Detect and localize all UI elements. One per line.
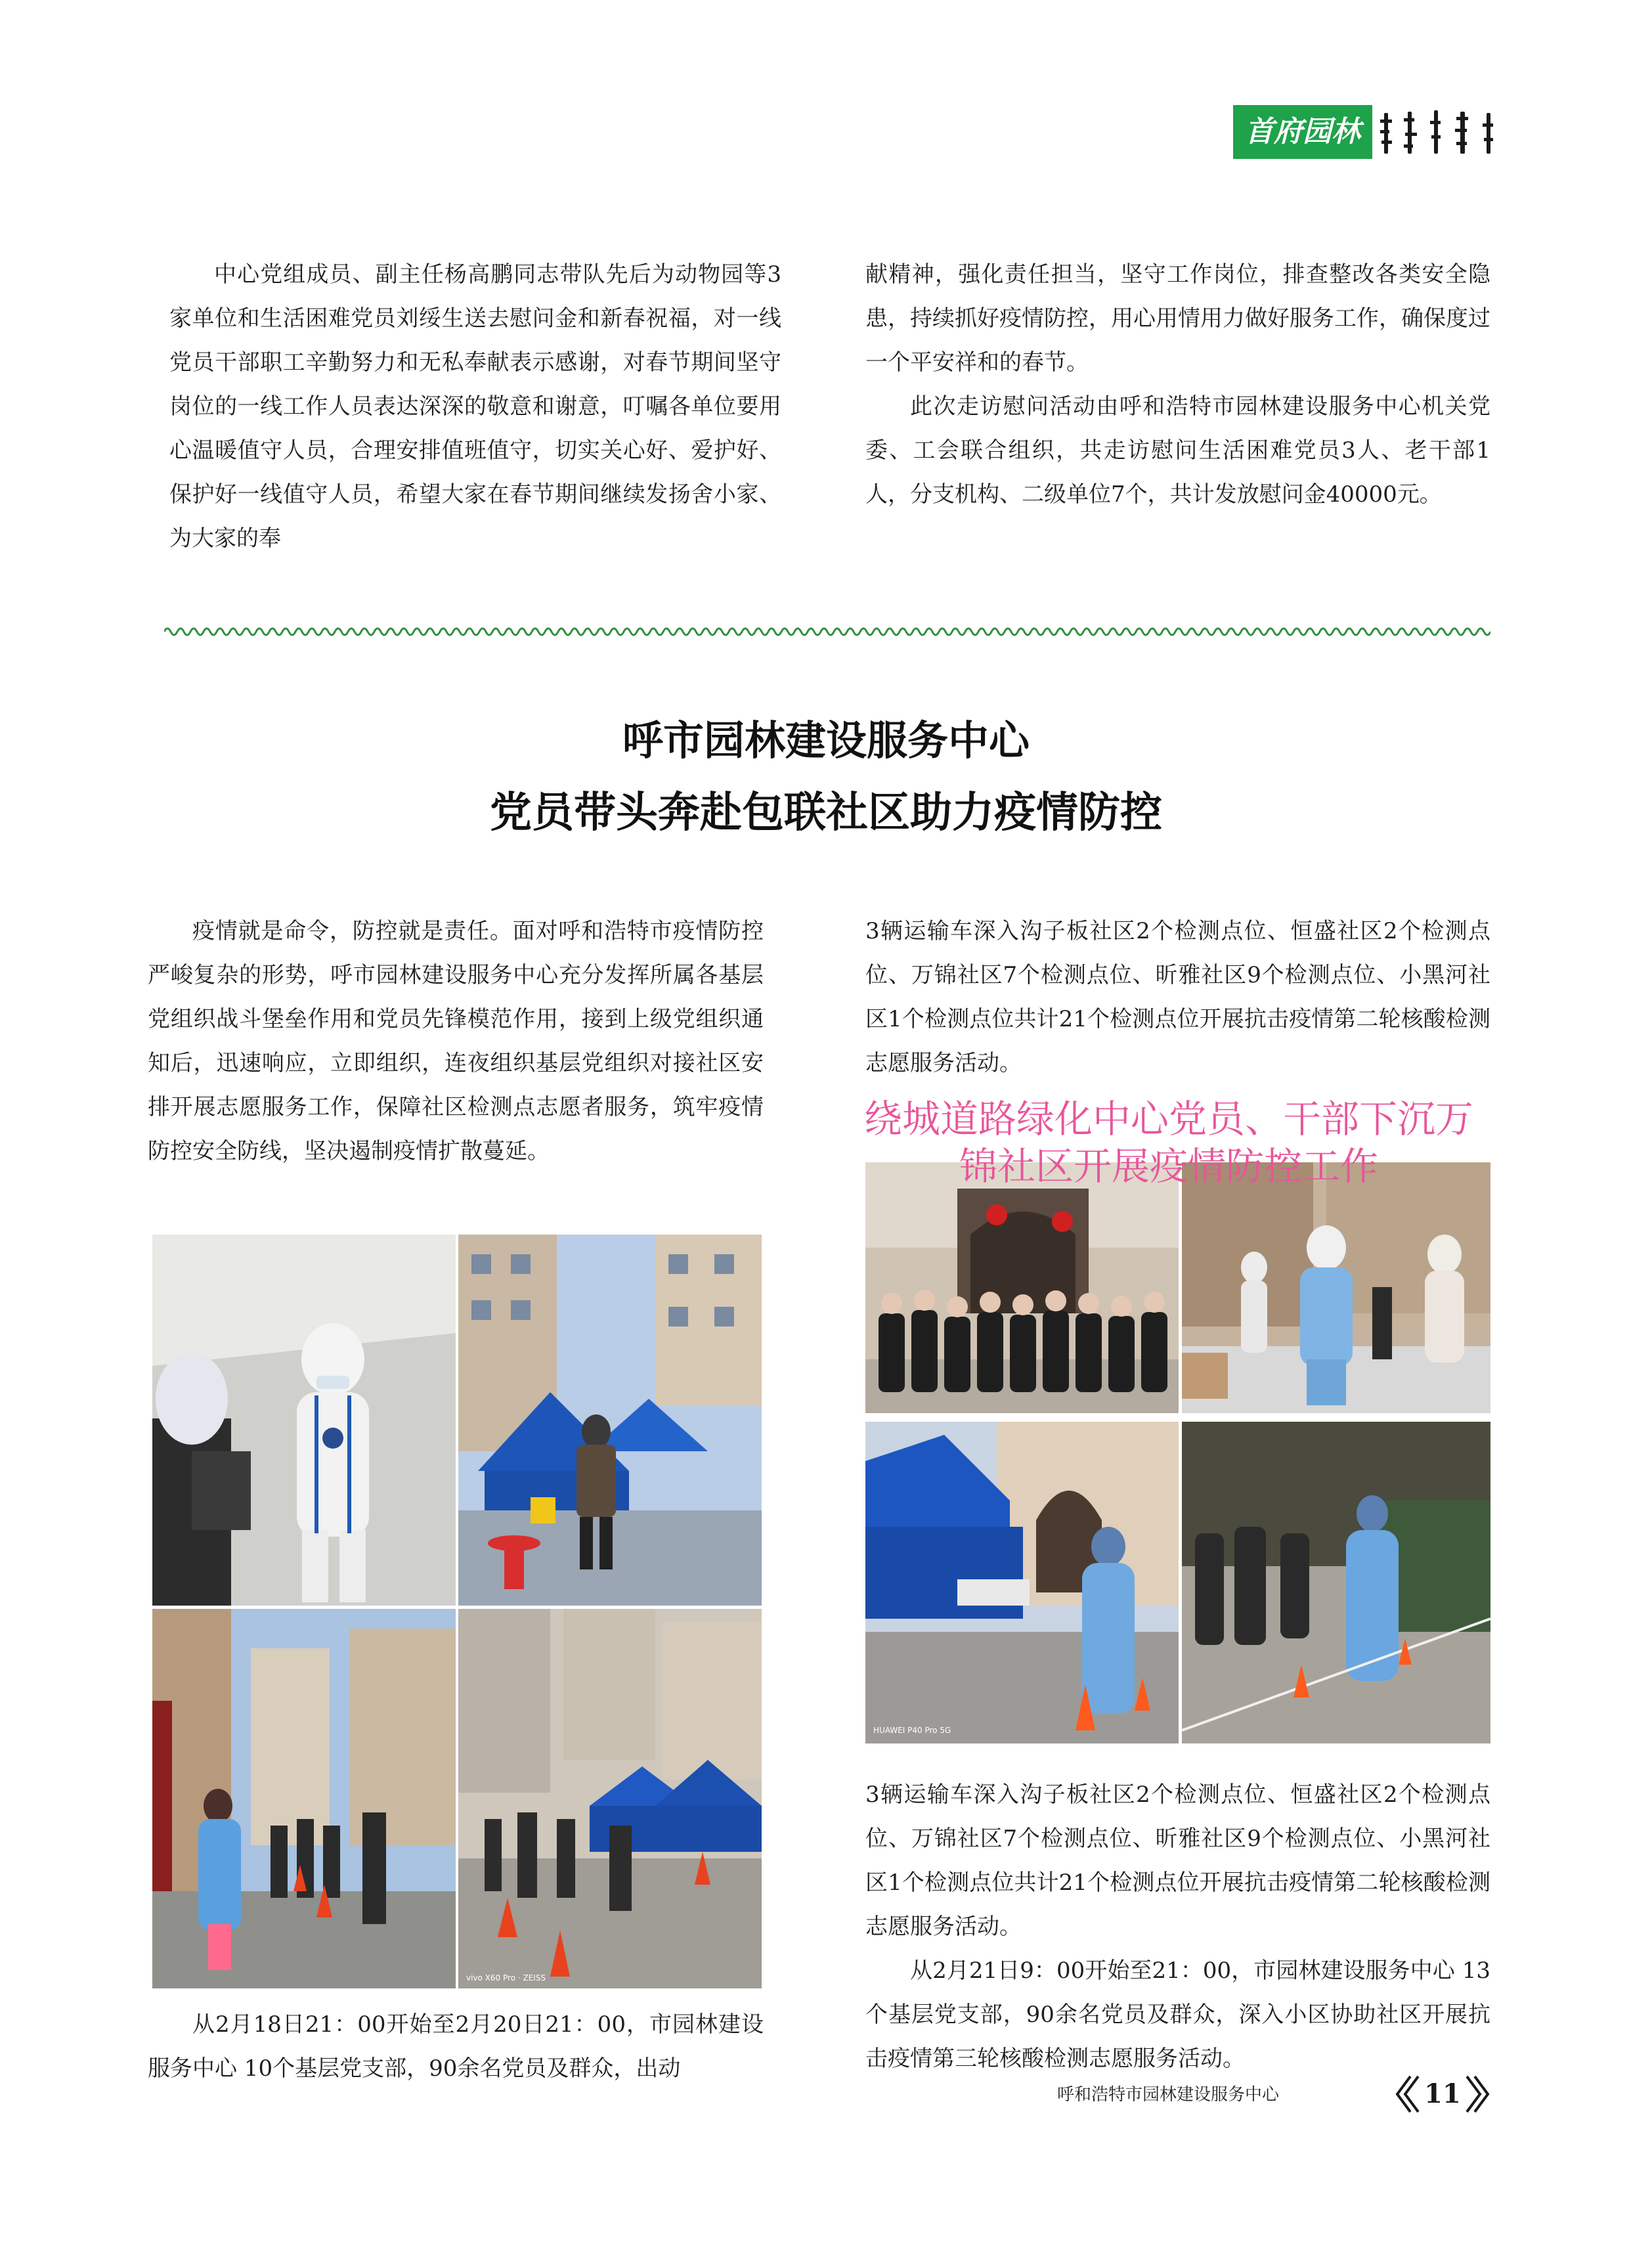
article-left-bottom bbox=[148, 2003, 764, 2091]
photo-volunteer-in-protective-suit bbox=[152, 1235, 456, 1606]
top-article-left-column bbox=[169, 253, 781, 561]
photo-cones-and-volunteers bbox=[1182, 1422, 1490, 1743]
mongolian-script-logo bbox=[1378, 106, 1502, 159]
photo-group-at-gate bbox=[865, 1162, 1179, 1413]
article-title-line-2: 党员带头奔赴包联社区助力疫情防控 bbox=[490, 789, 1162, 837]
top-article-right-column bbox=[865, 253, 1490, 517]
photo-blue-testing-tent bbox=[458, 1235, 762, 1606]
photo-caption: 绕城道路绿化中心党员、干部下沉万锦社区开展疫情防控工作 bbox=[863, 1097, 1473, 1189]
photo-street-queue bbox=[152, 1609, 456, 1988]
intro-paragraph: 疫情就是命令，防控就是责任。面对呼和浩特市疫情防控严峻复杂的形势，呼市园林建设服务中心充分发挥所属各基层党组织战斗堡垒作用和党员先锋模范作用，接到上级党组织通知后，迅速响应，立即组织，连夜组织基层党组织对接社区安排开展志愿服务工作，保障社区检测点志愿者服务，筑牢疫情防控安全防线，坚决遏制疫情扩散蔓延。 bbox=[148, 918, 764, 1164]
top-right-paragraph-2: 此次走访慰问活动由呼和浩特市园林建设服务中心机关党委、工会联合组织，共走访慰问生活困难党员3人、老干部1人，分支机构、二级单位7个，共计发放慰问金40000元。 bbox=[865, 393, 1490, 508]
article-title-line-1: 呼市园林建设服务中心 bbox=[622, 716, 1030, 764]
right-bottom-paragraph-1: 3辆运输车深入沟子板社区2个检测点位、恒盛社区2个检测点位、万锦社区7个检测点位、昕雅社区9个检测点位、小黑河社区1个检测点位共计21个检测点位开展抗击疫情第二轮核酸检测志愿服务活动。 bbox=[865, 1782, 1490, 1940]
photo-street-queue-tents bbox=[458, 1609, 762, 1988]
photo-tent-and-volunteer bbox=[865, 1422, 1179, 1743]
page-number: 11 bbox=[1424, 2078, 1461, 2109]
wavy-divider bbox=[164, 624, 1490, 640]
photo-snow-volunteers bbox=[1182, 1162, 1490, 1413]
camera-watermark: vivo X60 Pro · ZEISS bbox=[466, 1973, 546, 1983]
magazine-badge: 首府园林 bbox=[1233, 105, 1372, 159]
top-right-paragraph-1: 献精神，强化责任担当，坚守工作岗位，排查整改各类安全隐患，持续抓好疫情防控，用心用情用力做好服务工作，确保度过一个平安祥和的春节。 bbox=[865, 261, 1490, 376]
article-right-bottom bbox=[865, 1773, 1490, 2081]
right-bottom-paragraph-2: 从2月21日9：00开始至21：00，市园林建设服务中心 13个基层党支部，90余名党员及群众，深入小区协助社区开展抗击疫情第三轮核酸检测志愿服务活动。 bbox=[865, 1958, 1490, 2072]
left-bottom-paragraph: 从2月18日21：00开始至2月20日21：00，市园林建设服务中心 10个基层党支部，90余名党员及群众，出动 bbox=[148, 2011, 764, 2082]
article-right-top bbox=[865, 909, 1490, 1085]
right-top-paragraph: 3辆运输车深入沟子板社区2个检测点位、恒盛社区2个检测点位、万锦社区7个检测点位、昕雅社区9个检测点位、小黑河社区1个检测点位共计21个检测点位开展抗击疫情第二轮核酸检测志愿服务活动。 bbox=[865, 918, 1490, 1076]
top-left-paragraph: 中心党组成员、副主任杨高鹏同志带队先后为动物园等3家单位和生活困难党员刘绥生送去慰问金和新春祝福，对一线党员干部职工辛勤努力和无私奉献表示感谢，对春节期间坚守岗位的一线工作人员表达深深的敬意和谢意，叮嘱各单位要用心温暖值守人员，合理安排值班值守，切实关心好、爱护好、保护好一线值守人员，希望大家在春节期间继续发扬舍小家、为大家的奉 bbox=[169, 261, 781, 552]
camera-watermark-2: HUAWEI P40 Pro 5G bbox=[873, 1726, 951, 1735]
article-left-intro bbox=[148, 909, 764, 1173]
footer-org-name: 呼和浩特市园林建设服务中心 bbox=[1057, 2085, 1280, 2105]
